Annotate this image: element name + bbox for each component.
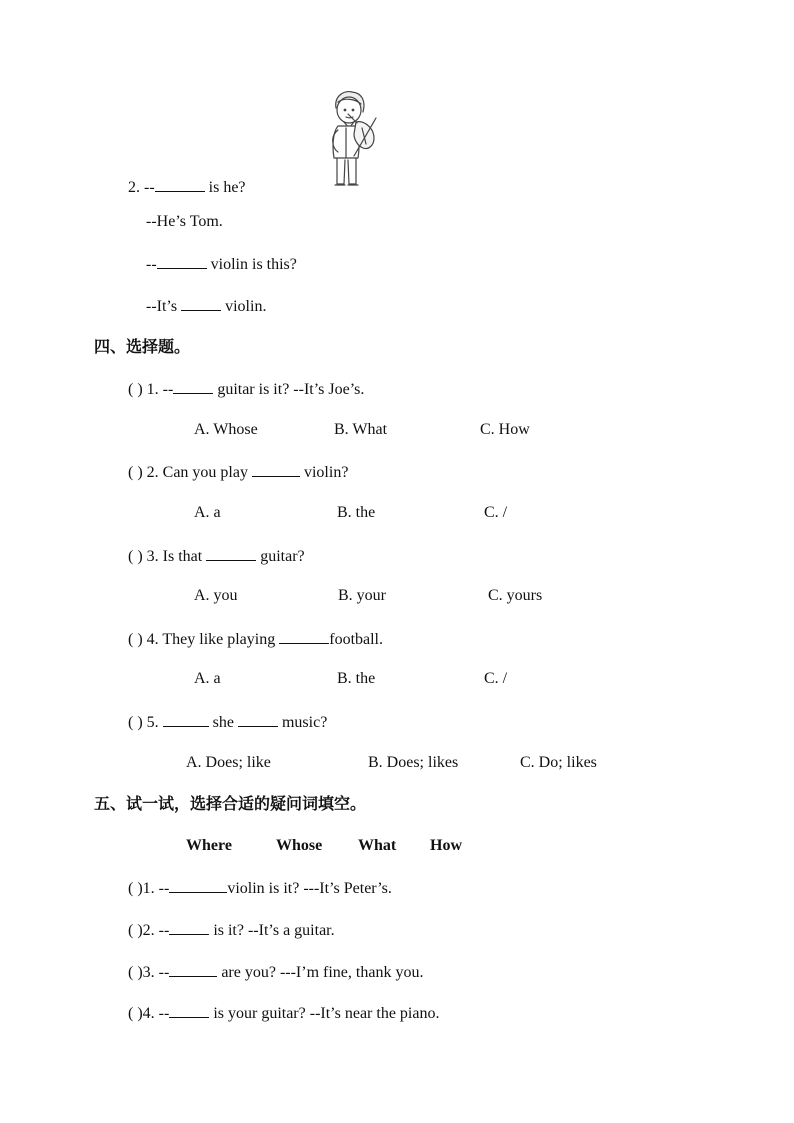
answer-blank[interactable] bbox=[169, 919, 209, 935]
sec5-question-2: ( )2. -- is it? --It’s a guitar. bbox=[128, 919, 335, 941]
answer-blank[interactable] bbox=[155, 176, 205, 192]
answer-blank[interactable] bbox=[279, 628, 329, 644]
option-c: C. How bbox=[480, 421, 530, 438]
option-a: A. a bbox=[194, 670, 221, 687]
answer-blank[interactable] bbox=[238, 711, 278, 727]
sec5-question-1: ( )1. -- violin is it? ---It’s Peter’s. bbox=[128, 877, 392, 899]
answer-blank[interactable] bbox=[173, 378, 213, 394]
boy-violin-illustration bbox=[318, 88, 386, 190]
answer-blank[interactable] bbox=[163, 711, 209, 727]
sec4-question-2: ( ) 2. Can you play violin? bbox=[128, 461, 348, 483]
answer-blank[interactable] bbox=[169, 961, 217, 977]
option-a: A. Whose bbox=[194, 421, 258, 438]
option-b: B. What bbox=[334, 421, 388, 438]
option-b: B. your bbox=[338, 587, 386, 604]
sec4-question-1: ( ) 1. -- guitar is it? --It’s Joe’s. bbox=[128, 378, 364, 400]
option-a: A. Does; like bbox=[186, 754, 271, 771]
q3-line-2: --He’s Tom. bbox=[146, 213, 223, 230]
answer-blank[interactable] bbox=[169, 877, 227, 893]
word-bank-item: How bbox=[430, 837, 462, 854]
option-b: B. Does; likes bbox=[368, 754, 459, 771]
option-c: C. / bbox=[484, 504, 508, 521]
q3-line-1: 2. -- is he? bbox=[128, 176, 246, 198]
option-a: A. a bbox=[194, 504, 221, 521]
option-c: C. Do; likes bbox=[520, 754, 597, 771]
option-c: C. yours bbox=[488, 587, 543, 604]
sec5-question-4: ( )4. -- is your guitar? --It’s near the piano. bbox=[128, 1002, 439, 1024]
option-a: A. you bbox=[194, 587, 238, 604]
word-bank-item: What bbox=[358, 837, 397, 854]
sec4-question-3: ( ) 3. Is that guitar? bbox=[128, 545, 305, 567]
option-b: B. the bbox=[337, 504, 376, 521]
answer-blank[interactable] bbox=[181, 295, 221, 311]
word-bank-item: Whose bbox=[276, 837, 323, 854]
option-c: C. / bbox=[484, 670, 508, 687]
sec4-question-4: ( ) 4. They like playing football. bbox=[128, 628, 383, 650]
answer-blank[interactable] bbox=[157, 253, 207, 269]
answer-blank[interactable] bbox=[169, 1002, 209, 1018]
sec5-question-3: ( )3. -- are you? ---I’m fine, thank you. bbox=[128, 961, 423, 983]
sec4-question-5: ( ) 5. she music? bbox=[128, 711, 327, 733]
section-5-title: 五、试一试，选择合适的疑问词填空。 bbox=[94, 794, 367, 813]
option-b: B. the bbox=[337, 670, 376, 687]
section-4-title: 四、选择题。 bbox=[94, 337, 191, 356]
answer-blank[interactable] bbox=[252, 461, 300, 477]
q3-line-4: --It’s violin. bbox=[146, 295, 266, 317]
answer-blank[interactable] bbox=[206, 545, 256, 561]
q3-line-3: -- violin is this? bbox=[146, 253, 297, 275]
word-bank-item: Where bbox=[186, 837, 232, 854]
